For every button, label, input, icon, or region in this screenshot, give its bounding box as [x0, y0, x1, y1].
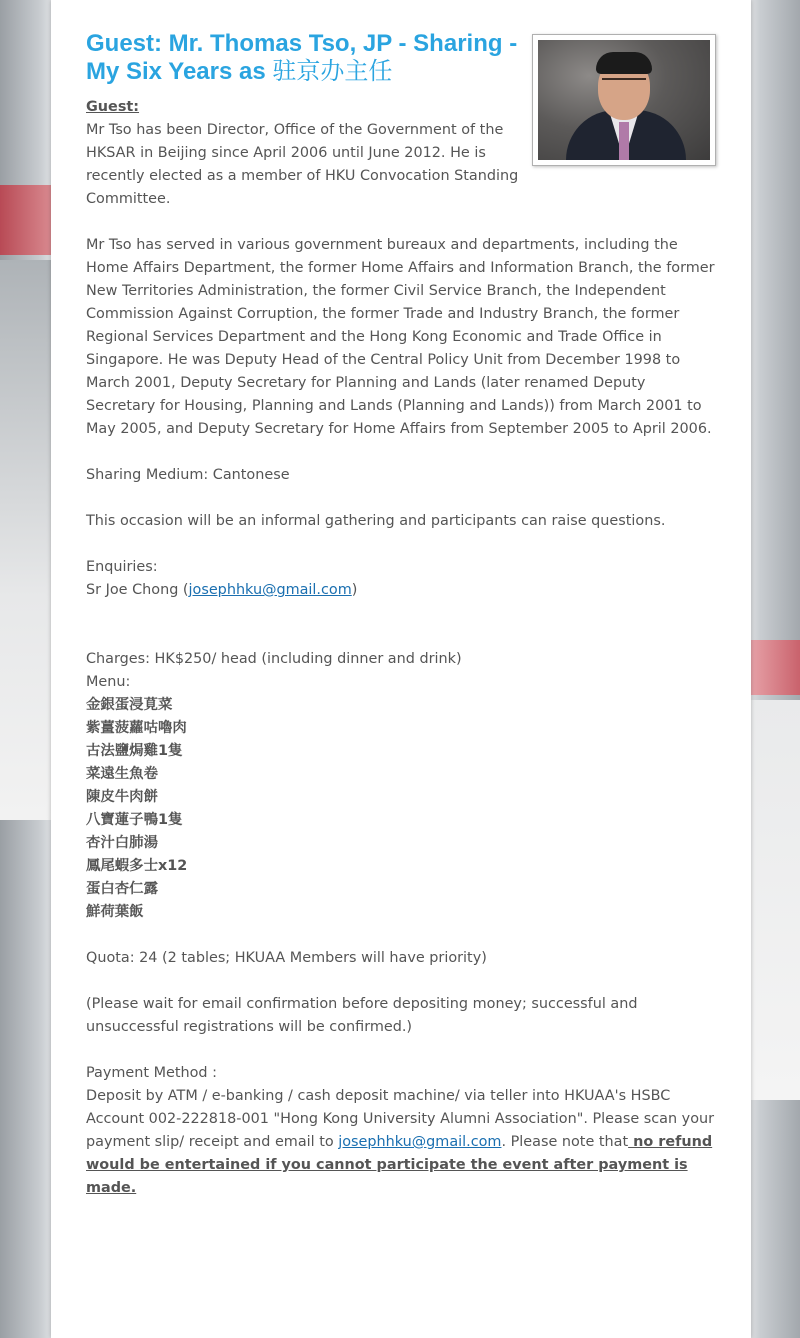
background-right [750, 700, 800, 1100]
menu-item: 紫薑菠蘿咕嚕肉 [86, 720, 187, 736]
background-accent-right [750, 640, 800, 695]
event-content [86, 30, 716, 1200]
menu-item: 鳳尾蝦多士x12 [86, 858, 188, 874]
event-title-text: Guest: Mr. Thomas Tso, JP - Sharing - My Six Years as [86, 30, 518, 85]
menu-list [86, 694, 716, 924]
event-title-cjk: 驻京办主任 [272, 58, 393, 85]
menu-label: Menu: [86, 674, 131, 690]
occasion-note: This occasion will be an informal gathering and participants can raise questions. [86, 513, 666, 529]
sharing-medium: Sharing Medium: Cantonese [86, 467, 290, 483]
quota: Quota: 24 (2 tables; HKUAA Members will have priority) [86, 950, 487, 966]
background-left [0, 260, 52, 820]
guest-bio-1: Mr Tso has been Director, Office of the Government of the HKSAR in Beijing since April 2006 until June 2012. He is recently elected as a member of HKU Convocation Standing Committee. [86, 122, 519, 207]
contact-email-link[interactable]: josephhku@gmail.com [188, 582, 352, 598]
no-refund-warning: no refund would be entertained if you cannot participate the event after payment is made. [86, 1134, 713, 1196]
contact-line [86, 579, 716, 602]
background-accent-left [0, 185, 52, 255]
charges: Charges: HK$250/ head (including dinner and drink) [86, 651, 462, 667]
contact-name: Sr Joe Chong ( [86, 582, 189, 598]
menu-item: 杏汁白肺湯 [86, 835, 158, 851]
menu-item: 八寶蓮子鴨1隻 [86, 812, 183, 828]
guest-photo [532, 34, 716, 166]
menu-item: 蛋白杏仁露 [86, 881, 158, 897]
payment-text-1: Deposit by ATM / e-banking / cash deposit machine/ via teller into HKUAA's HSBC Account 002-222818-001 "Hong Kong University Alumni Association". Please scan your payment slip/ receipt and email to [86, 1088, 715, 1150]
content-card [51, 0, 751, 1338]
portrait-hair [596, 52, 652, 74]
portrait-tie [619, 122, 629, 160]
confirmation-note: (Please wait for email confirmation before depositing money; successful and unsuccessful registrations will be confirmed.) [86, 996, 638, 1035]
payment-text-2: . Please note that [501, 1134, 629, 1150]
portrait-glasses [602, 78, 646, 90]
payment-details [86, 1085, 716, 1200]
enquiries-label: Enquiries: [86, 559, 158, 575]
payment-label: Payment Method : [86, 1065, 217, 1081]
guest-bio-2: Mr Tso has served in various government bureaux and departments, including the Home Affairs Department, the former Home Affairs and Information Branch, the former New Territories Administration, the former Civil Service Branch, the Independent Commission Against Corruption, the former Trade and Industry Branch, the former Regional Services Department and the Hong Kong Economic and Trade Office in Singapore. He was Deputy Head of the Central Policy Unit from December 1998 to March 2001, Deputy Secretary for Planning and Lands (later renamed Deputy Secretary for Housing, Planning and Lands (Planning and Lands)) from March 2001 to May 2005, and Deputy Secretary for Home Affairs from September 2005 to April 2006. [86, 237, 715, 437]
menu-item: 古法鹽焗雞1隻 [86, 743, 183, 759]
menu-item: 鮮荷葉飯 [86, 904, 144, 920]
guest-portrait-image [538, 40, 710, 160]
menu-item: 菜遠生魚卷 [86, 766, 158, 782]
menu-item: 金銀蛋浸莧菜 [86, 697, 173, 713]
guest-label: Guest: [86, 99, 140, 115]
payment-email-link[interactable]: josephhku@gmail.com [338, 1134, 502, 1150]
menu-item: 陳皮牛肉餅 [86, 789, 158, 805]
contact-close: ) [351, 582, 358, 598]
